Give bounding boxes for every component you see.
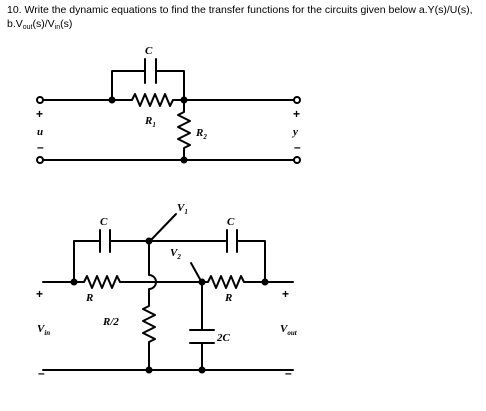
circuit-a-capacitor: [145, 59, 156, 83]
circuit-b-node-right: [263, 280, 268, 285]
circuit-a-node-3: [182, 158, 187, 163]
circuit-b-right-resistor-label: R: [225, 292, 233, 304]
circuit-b-output-minus: –: [285, 366, 292, 380]
circuit-b-right-resistor-wire: [149, 276, 293, 288]
circuit-a-input-plus: +: [36, 107, 44, 121]
circuit-a-r2-label: $R_2$: [196, 127, 207, 141]
q-in-subscript: in: [54, 24, 61, 31]
question-line-1: 10. Write the dynamic equations to find the transfer functions for the circuits given below a.Y(s)/U(s),: [7, 4, 473, 16]
circuit-a: [37, 59, 300, 163]
circuit-b-node-ground-1: [147, 368, 152, 373]
circuit-b-v2-label: $V_2$: [170, 247, 181, 261]
circuit-b-v1-label: $V_1$: [177, 202, 188, 216]
circuit-b-input-plus: +: [36, 287, 44, 301]
circuit-a-output-plus: +: [293, 107, 301, 121]
circuit-a-r2: [178, 100, 190, 160]
circuit-a-output-terminal-bottom: [294, 157, 300, 163]
circuit-b-input-minus: –: [38, 366, 45, 380]
circuit-b-left-capacitor-label: C: [100, 216, 108, 228]
circuit-a-output-label: y: [293, 126, 298, 138]
circuit-b-middle-branch: [143, 241, 156, 370]
q-part-b-mid: (s)/V: [32, 18, 55, 30]
circuit-b-left-capacitor: [100, 230, 110, 252]
circuit-b-left-resistor-wire: [43, 276, 149, 288]
circuit-a-node-1: [110, 98, 115, 103]
circuit-b-node-left: [72, 280, 77, 285]
circuit-b-right-capacitor: [227, 230, 237, 252]
q-out-subscript: out: [22, 24, 33, 31]
circuit-b-output-plus: +: [282, 287, 290, 301]
circuit-b-node-ground-2: [200, 368, 205, 373]
circuit-a-cap-bypass: [112, 71, 184, 100]
circuit-a-output-terminal-top: [294, 97, 300, 103]
circuit-a-output-minus: –: [294, 140, 301, 154]
circuit-b-v2-pointer: [191, 263, 201, 281]
circuit-b-node-v2: [200, 280, 205, 285]
circuit-b-2c-capacitor: [190, 330, 214, 343]
circuit-a-input-terminal-bottom: [37, 157, 43, 163]
circuit-b-right-capacitor-label: C: [227, 216, 235, 228]
circuit-b-half-resistor-label: R/2: [103, 316, 119, 328]
circuit-a-input-label: u: [37, 126, 44, 138]
circuit-b-left-resistor-label: R: [86, 292, 94, 304]
circuit-b-node-v1: [147, 239, 152, 244]
q-part-b-prefix: b.V: [7, 18, 23, 30]
circuit-a-r1-label: $R_1$: [145, 115, 156, 129]
circuit-b-vin-label: $V_{in}$: [37, 323, 51, 337]
circuit-a-top-wire: [43, 94, 294, 106]
circuit-a-capacitor-label: C: [145, 45, 153, 57]
circuit-b-2c-label: 2C: [217, 332, 230, 344]
circuit-a-input-terminal-top: [37, 97, 43, 103]
circuit-b-vout-label: $V_{out}$: [280, 323, 297, 337]
circuit-a-input-minus: –: [37, 140, 44, 154]
circuit-b-v1-pointer: [151, 214, 176, 240]
circuit-b: [43, 214, 293, 373]
q-part-b-suffix: (s): [60, 18, 73, 30]
